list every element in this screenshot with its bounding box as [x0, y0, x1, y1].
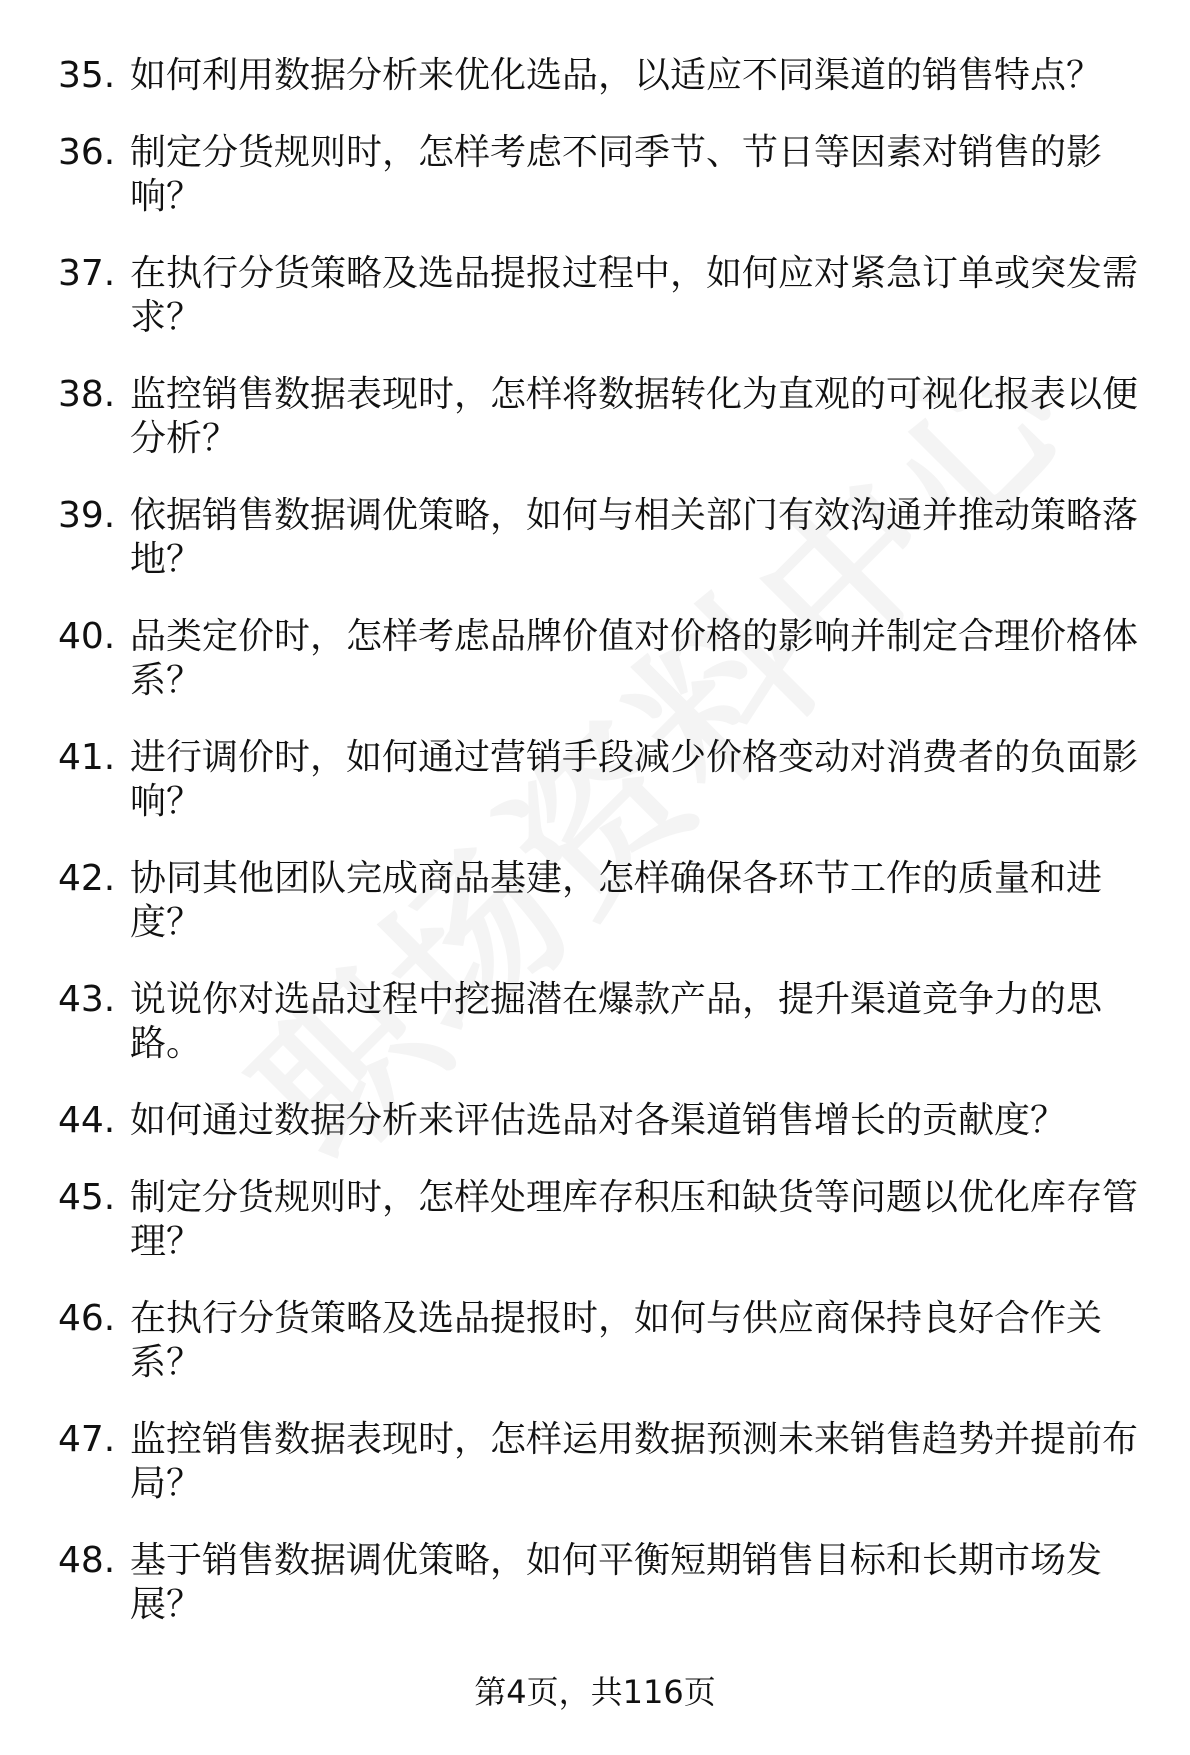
question-number: 42.: [58, 858, 116, 899]
question-item: [58, 978, 1148, 1066]
question-item: [58, 1539, 1148, 1627]
question-item: [58, 252, 1148, 340]
question-item: [58, 1176, 1148, 1264]
question-item: [58, 1418, 1148, 1506]
question-text: 进行调价时，如何通过营销手段减少价格变动对消费者的负面影响？: [130, 737, 1139, 822]
question-number: 37.: [58, 253, 116, 294]
question-text: 品类定价时，怎样考虑品牌价值对价格的影响并制定合理价格体系？: [130, 616, 1139, 701]
page-indicator: 第4页，共116页: [474, 1673, 716, 1711]
question-number: 46.: [58, 1298, 116, 1339]
question-number: 45.: [58, 1177, 116, 1218]
question-text: 制定分货规则时，怎样考虑不同季节、节日等因素对销售的影响？: [130, 132, 1103, 217]
question-text: 监控销售数据表现时，怎样运用数据预测未来销售趋势并提前布局？: [130, 1419, 1139, 1504]
question-text: 如何通过数据分析来评估选品对各渠道销售增长的贡献度？: [130, 1100, 1067, 1141]
question-text: 协同其他团队完成商品基建，怎样确保各环节工作的质量和进度？: [130, 858, 1103, 943]
question-text: 基于销售数据调优策略，如何平衡短期销售目标和长期市场发展？: [130, 1540, 1103, 1625]
question-number: 44.: [58, 1100, 116, 1141]
question-item: [58, 1297, 1148, 1385]
question-number: 47.: [58, 1419, 116, 1460]
question-number: 38.: [58, 374, 116, 415]
question-text: 监控销售数据表现时，怎样将数据转化为直观的可视化报表以便分析？: [130, 374, 1139, 459]
question-number: 41.: [58, 737, 116, 778]
question-text: 在执行分货策略及选品提报过程中，如何应对紧急订单或突发需求？: [130, 253, 1139, 338]
question-number: 35.: [58, 55, 116, 96]
question-text: 制定分货规则时，怎样处理库存积压和缺货等问题以优化库存管理？: [130, 1177, 1139, 1262]
question-item: [58, 615, 1148, 703]
question-number: 40.: [58, 616, 116, 657]
question-number: 39.: [58, 495, 116, 536]
question-item: [58, 1099, 1148, 1143]
question-item: [58, 494, 1148, 582]
question-text: 如何利用数据分析来优化选品，以适应不同渠道的销售特点？: [130, 55, 1103, 96]
question-number: 43.: [58, 979, 116, 1020]
question-item: [58, 373, 1148, 461]
question-number: 36.: [58, 132, 116, 173]
question-item: [58, 131, 1148, 219]
page-footer: [0, 1672, 1190, 1712]
question-item: [58, 54, 1148, 98]
question-number: 48.: [58, 1540, 116, 1581]
question-item: [58, 736, 1148, 824]
question-item: [58, 857, 1148, 945]
question-list: [58, 54, 1148, 1660]
question-text: 在执行分货策略及选品提报时，如何与供应商保持良好合作关系？: [130, 1298, 1103, 1383]
question-text: 依据销售数据调优策略，如何与相关部门有效沟通并推动策略落地？: [130, 495, 1139, 580]
question-text: 说说你对选品过程中挖掘潜在爆款产品，提升渠道竞争力的思路。: [130, 979, 1103, 1064]
